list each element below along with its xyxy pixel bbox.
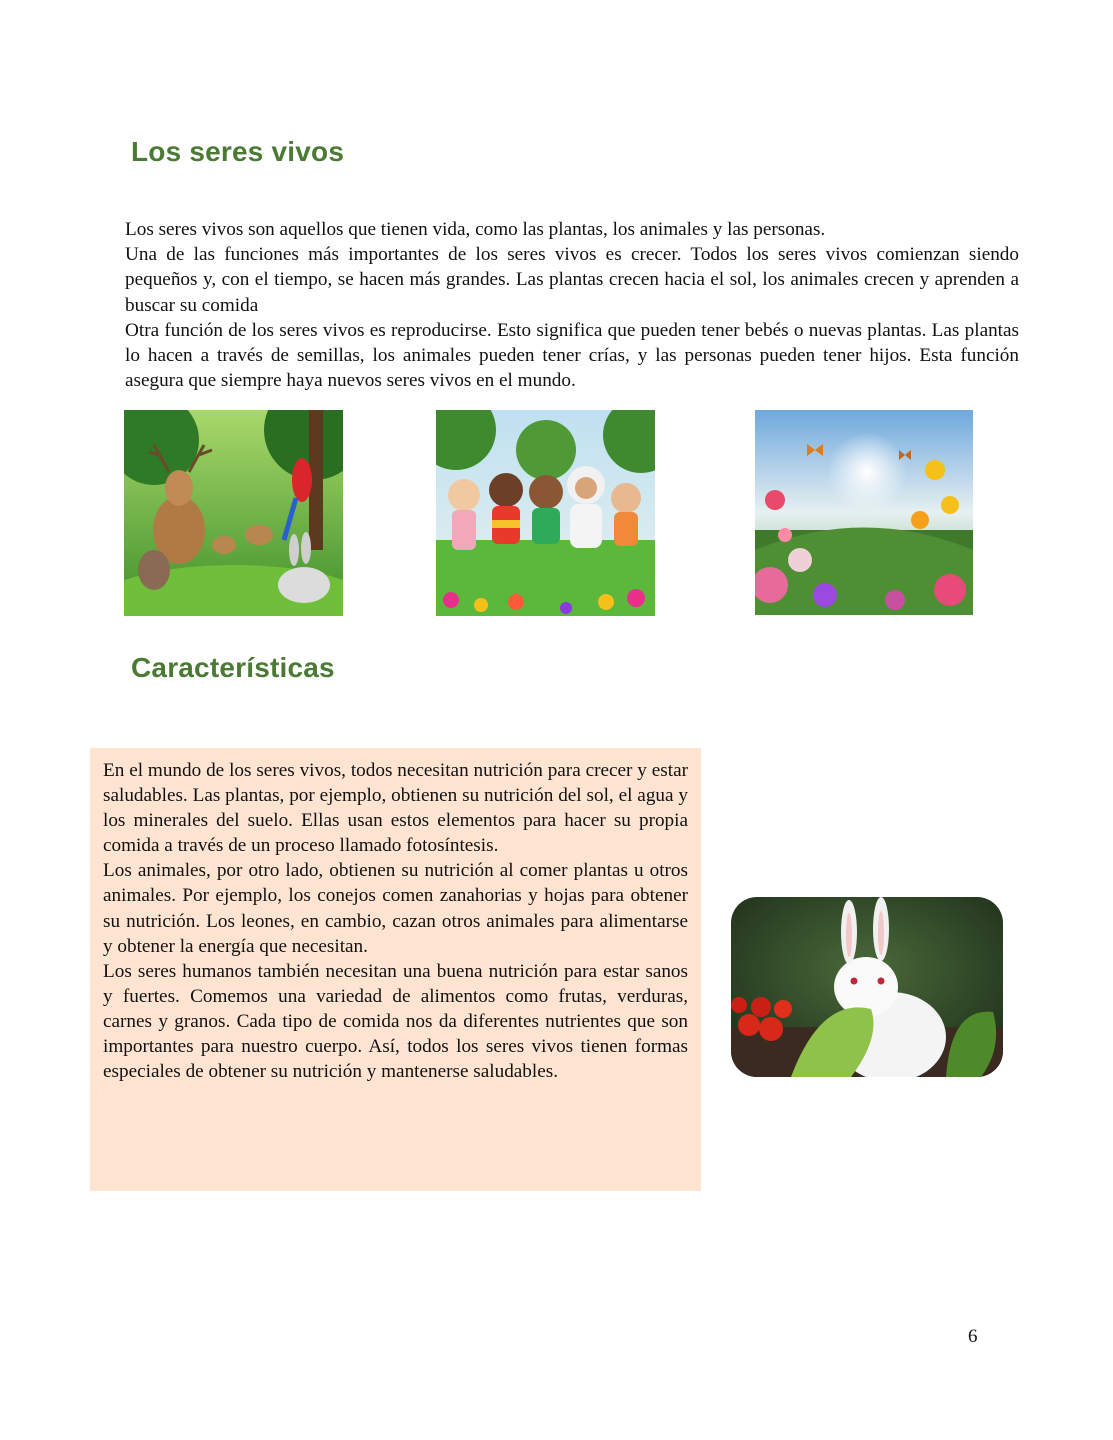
children-playing-image [436, 410, 655, 616]
page-number: 6 [968, 1326, 978, 1347]
flower-garden-image [755, 410, 973, 615]
intro-text [125, 217, 1019, 393]
white-rabbit-image [731, 897, 1003, 1077]
section-title-seres-vivos: Los seres vivos [131, 136, 345, 167]
nutrition-text-box [90, 748, 701, 1191]
section-title-caracteristicas: Características [131, 652, 335, 683]
intro-paragraph: Otra función de los seres vivos es reproducirse. Esto significa que pueden tener bebés o nuevas plantas. Las plantas lo hacen a través de semillas, los animales pueden tener crías, y las personas pueden tener hijos. Esta función asegura que siempre haya nuevos seres vivos en el mundo. [125, 319, 1019, 392]
nutrition-paragraph: En el mundo de los seres vivos, todos necesitan nutrición para crecer y estar saludables. Las plantas, por ejemplo, obtienen su nutrición del sol, el agua y los minerales del suelo. Ellas usan estos elementos para hacer su propia comida a través de un proceso llamado fotosíntesis. [103, 760, 688, 857]
intro-paragraph: Una de las funciones más importantes de los seres vivos es crecer. Todos los seres vivos comienzan siendo pequeños y, con el tiempo, se hacen más grandes. Las plantas crecen hacia el sol, los animales crecen y aprenden a buscar su comida [125, 244, 1019, 316]
nutrition-paragraph: Los animales, por otro lado, obtienen su nutrición al comer plantas u otros animales. Por ejemplo, los conejos comen zanahorias y hojas para obtener su nutrición. Los leones, en cambio, cazan otros animales para alimentarse y obtener la energía que necesitan. [103, 860, 688, 957]
intro-paragraph: Los seres vivos son aquellos que tienen vida, como las plantas, los animales y las personas. [125, 219, 826, 240]
nutrition-paragraph: Los seres humanos también necesitan una buena nutrición para estar sanos y fuertes. Comemos una variedad de alimentos como frutas, verduras, carnes y granos. Cada tipo de comida nos da diferentes nutrientes que son importantes para nuestro cuerpo. Así, todos los seres vivos tienen formas especiales de obtener su nutrición y mantenerse saludables. [103, 960, 688, 1083]
forest-animals-image [124, 410, 343, 616]
